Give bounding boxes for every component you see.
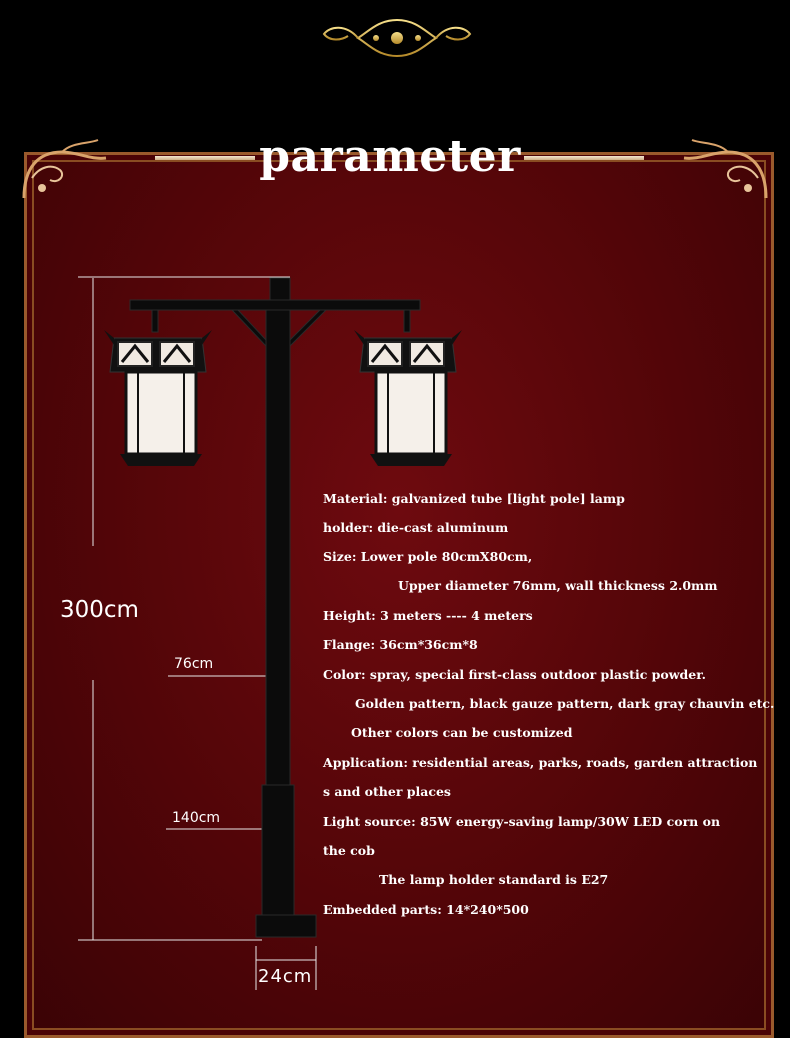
- spec-application: Application: residential areas, parks, roads, garden attraction: [323, 755, 758, 770]
- right-hanger: [404, 310, 410, 332]
- lower-pole: [262, 785, 294, 917]
- right-brace: [290, 310, 326, 346]
- spec-size: Size: Lower pole 80cmX80cm,: [323, 549, 533, 564]
- upper-diameter-label: 76cm: [174, 656, 214, 672]
- spec-color-patterns: Golden pattern, black gauze pattern, dark gray chauvin etc.: [355, 696, 775, 711]
- spec-upper-diameter: Upper diameter 76mm, wall thickness 2.0mm: [398, 578, 718, 593]
- spec-application-cont: s and other places: [323, 784, 451, 799]
- upper-pole: [266, 310, 290, 785]
- spec-light-source-cont: the cob: [323, 843, 375, 858]
- right-lantern: [354, 330, 462, 466]
- spec-color: Color: spray, special first-class outdoor plastic powder.: [323, 667, 706, 682]
- spec-color-custom: Other colors can be customized: [351, 725, 573, 740]
- spec-height: Height: 3 meters ---- 4 meters: [323, 608, 533, 623]
- spec-holder: holder: die-cast aluminum: [323, 520, 509, 535]
- spec-light-source: Light source: 85W energy-saving lamp/30W LED corn on: [323, 814, 721, 829]
- height-dimension-label: 300cm: [60, 597, 139, 623]
- left-brace: [232, 310, 266, 346]
- spec-lamp-holder: The lamp holder standard is E27: [379, 872, 609, 887]
- lower-section-label: 140cm: [172, 810, 221, 826]
- base-width-label: 24cm: [258, 966, 313, 987]
- crossbar: [130, 300, 420, 310]
- spec-flange: Flange: 36cm*36cm*8: [323, 637, 478, 652]
- left-lantern: [104, 330, 212, 466]
- page-title: parameter: [259, 131, 521, 182]
- left-hanger: [152, 310, 158, 332]
- pole-base: [256, 915, 316, 937]
- spec-material: Material: galvanized tube [light pole] lamp: [323, 491, 625, 506]
- spec-embedded-parts: Embedded parts: 14*240*500: [323, 902, 529, 917]
